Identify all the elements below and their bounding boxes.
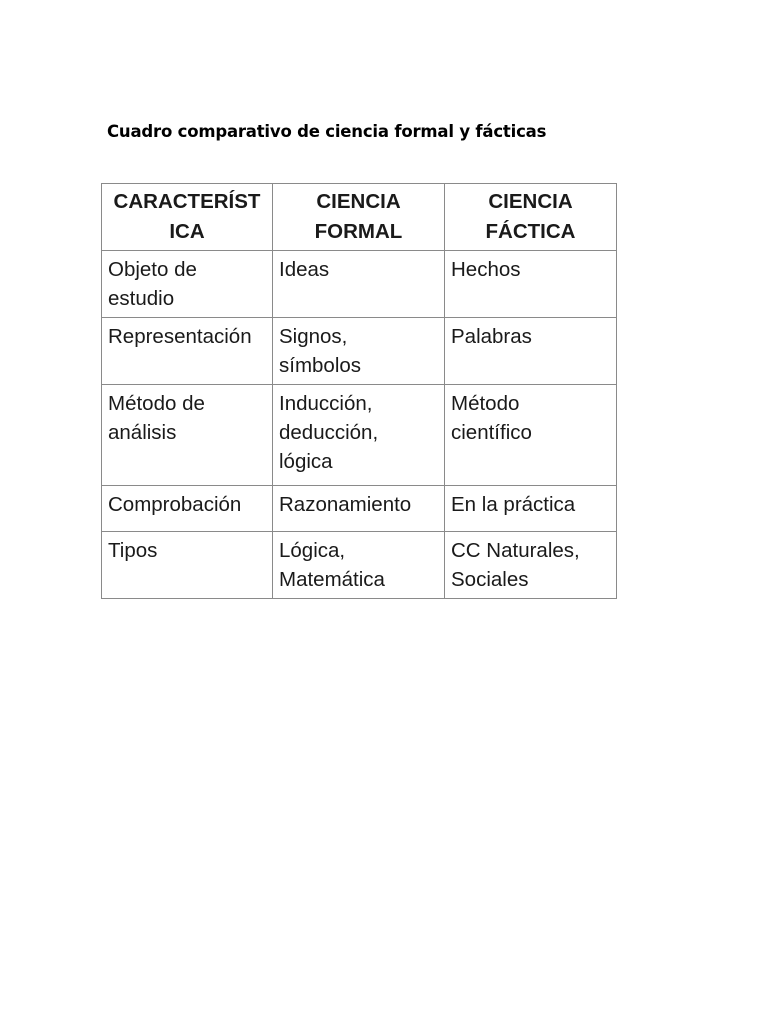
table-row (102, 532, 617, 599)
row-label-cell: Método de análisis (102, 385, 273, 486)
factica-cell: Palabras (445, 318, 617, 385)
row-label-cell: Comprobación (102, 486, 273, 532)
header-ciencia-formal: CIENCIA FORMAL (273, 184, 445, 251)
row-label-cell: Objeto de estudio (102, 251, 273, 318)
factica-cell: Método científico (445, 385, 617, 486)
header-caracteristica: CARACTERÍST ICA (102, 184, 273, 251)
formal-cell: Ideas (273, 251, 445, 318)
table-row (102, 251, 617, 318)
comparison-table (101, 183, 617, 599)
factica-cell: En la práctica (445, 486, 617, 532)
factica-cell: Hechos (445, 251, 617, 318)
header-ciencia-factica: CIENCIA FÁCTICA (445, 184, 617, 251)
formal-cell: Razonamiento (273, 486, 445, 532)
formal-cell: Inducción, deducción, lógica (273, 385, 445, 486)
table-row (102, 318, 617, 385)
table-header-row (102, 184, 617, 251)
formal-cell: Lógica, Matemática (273, 532, 445, 599)
row-label-cell: Tipos (102, 532, 273, 599)
table-row (102, 385, 617, 486)
factica-cell: CC Naturales, Sociales (445, 532, 617, 599)
document-title: Cuadro comparativo de ciencia formal y fácticas (107, 122, 547, 141)
formal-cell: Signos, símbolos (273, 318, 445, 385)
row-label-cell: Representación (102, 318, 273, 385)
table-row (102, 486, 617, 532)
